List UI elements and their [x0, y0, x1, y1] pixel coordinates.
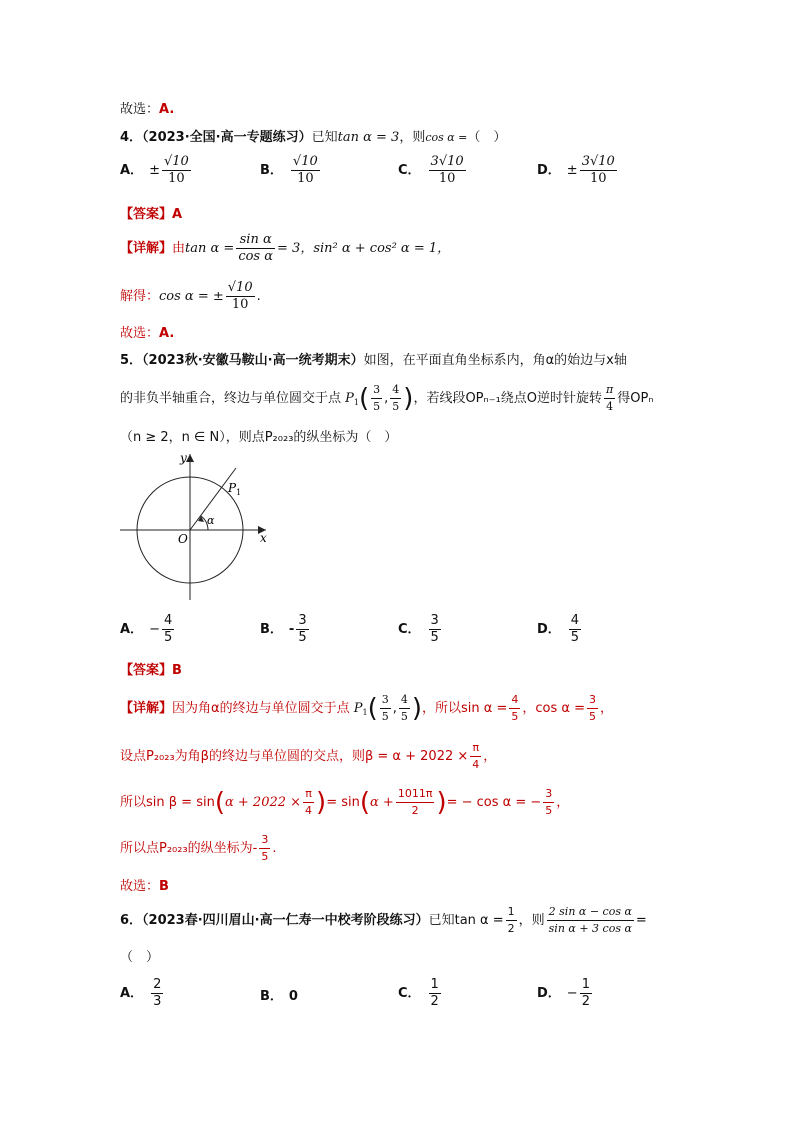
detail-text-sin: ，所以sin α =	[422, 701, 508, 716]
option-label: B．	[260, 989, 283, 1004]
fraction-denominator: 10	[589, 171, 607, 186]
select-label: 故选：	[120, 879, 160, 894]
fraction-denominator: 10	[168, 171, 185, 186]
q5-option-a[interactable]	[120, 613, 176, 646]
option-label: C．	[398, 986, 421, 1001]
option-label: C．	[398, 163, 421, 178]
q5-line2: 的非负半轴重合，终边与单位圆交于点	[120, 391, 342, 406]
q4-option-a[interactable]	[120, 154, 193, 187]
detail-text-3: = − cos α = −	[446, 795, 542, 810]
solve-equation: cos α = ±	[159, 289, 224, 304]
q4-stem-mid: ，则	[399, 130, 426, 145]
fraction-numerator: 3√10	[430, 154, 464, 169]
option-fraction	[429, 977, 441, 1010]
detail-text-2: = sin	[326, 795, 360, 810]
option-prefix: -	[288, 622, 295, 637]
question-4-stem	[120, 126, 506, 145]
solve-label: 解得：	[120, 289, 160, 304]
q5-option-c[interactable]	[398, 613, 443, 646]
q4-option-d[interactable]	[537, 154, 619, 187]
fraction-numerator: 3	[298, 613, 307, 628]
option-prefix: ±	[149, 163, 160, 178]
y-label: y	[180, 451, 187, 465]
answer-tag: 【答案】	[120, 663, 173, 678]
option-fraction	[569, 613, 581, 646]
q6-stem-mid: ，则	[518, 913, 545, 928]
comma: ，	[556, 795, 570, 810]
q5-answer	[120, 659, 182, 678]
option-label: C．	[398, 622, 421, 637]
detail-text: 所以点P₂₀₂₃的纵坐标为-	[120, 841, 258, 856]
option-label: B．	[260, 163, 283, 178]
select-line-prev	[120, 98, 174, 117]
fraction-denominator: sin α + 3 cos α	[548, 922, 632, 935]
q5-option-b[interactable]	[260, 613, 311, 646]
fraction-denominator: 5	[163, 630, 173, 645]
detail-tag: 【详解】	[120, 701, 173, 716]
answer-value: B	[172, 663, 182, 678]
question-5-stem-line3	[120, 426, 397, 445]
select-answer: B	[159, 879, 169, 894]
angle-arrow	[198, 516, 204, 522]
fraction-denominator: 10	[438, 171, 456, 186]
option-prefix: −	[149, 622, 160, 637]
select-answer: A.	[159, 326, 175, 341]
q4-solve	[120, 280, 261, 313]
fraction-numerator: 4	[570, 613, 580, 628]
select-label: 故选：	[120, 326, 160, 341]
fraction-numerator: 4	[163, 613, 173, 628]
option-label: A．	[120, 622, 144, 637]
q4-stem-pre: 已知	[311, 130, 338, 145]
alpha-label: α	[207, 514, 215, 527]
option-value: 0	[288, 989, 298, 1004]
option-fraction	[162, 613, 174, 646]
solve-fraction	[226, 280, 255, 313]
q5-select	[120, 875, 169, 894]
q5-detail-line2: 设点P₂₀₂₃为角β的终边与单位圆的交点，则β = α + 2022 × $\frac{\pi}{4}$ ，	[120, 741, 497, 771]
detail-text: 由	[172, 241, 186, 256]
q5-option-d[interactable]	[537, 613, 583, 646]
fraction-numerator: √10	[227, 280, 253, 295]
fraction-numerator: √10	[163, 154, 189, 169]
q4-option-b[interactable]	[260, 154, 322, 187]
y-axis-arrow	[186, 454, 194, 462]
fraction-denominator: 10	[231, 297, 249, 312]
q6-option-b[interactable]	[260, 985, 298, 1004]
q6-option-c[interactable]	[398, 977, 443, 1010]
option-fraction	[296, 613, 308, 646]
question-6-stem: 6．（2023春·四川眉山·高一仁寿一中校考阶段练习）已知tan α = $\frac{1}{2}$ ，则 $\frac{\text{2 sin α − cos α}}{\text{sin α + 3 cos α}}$ =	[120, 905, 647, 935]
comma: ，	[600, 701, 614, 716]
comma: ，	[483, 749, 497, 764]
q5-source: （2023秋·安徽马鞍山·高一统考期末）	[142, 353, 364, 368]
period: .	[272, 841, 277, 856]
fraction-numerator: 3√10	[581, 154, 615, 169]
origin-label: O	[178, 532, 188, 546]
detail-fraction: $\frac{\text{sin α}}{\text{cos α}}$	[238, 232, 274, 264]
fraction-denominator: 3	[153, 994, 162, 1009]
fraction-denominator: 10	[297, 171, 314, 186]
fraction-denominator: 5	[298, 630, 307, 645]
q6-source: （2023春·四川眉山·高一仁寿一中校考阶段练习）	[142, 913, 429, 928]
unit-circle-figure	[118, 450, 278, 602]
option-label: D．	[537, 163, 561, 178]
q5-line1: 如图，在平面直角坐标系内，角α的始边与x轴	[363, 353, 627, 368]
point-p1-label: $P_1$	[228, 481, 242, 497]
question-5-stem-line2: 的非负半轴重合，终边与单位圆交于点 $P_1$( $\frac{3}{5}$ , $\frac{4}{5}$ )，若线段OPₙ₋₁绕点O逆时针旋转 $\frac{\pi}{4}$ 得OPₙ	[120, 383, 654, 414]
q4-number: 4．	[120, 130, 143, 145]
period: .	[256, 289, 261, 304]
q4-paren: （ ）	[467, 130, 507, 145]
option-fraction	[429, 613, 441, 646]
q6-number: 6．	[120, 913, 143, 928]
option-fraction	[580, 977, 592, 1010]
option-label: A．	[120, 986, 144, 1001]
fraction-numerator: 2 sin α − cos α	[547, 904, 634, 921]
q5-line3: （n ≥ 2，n ∈ N），则点P₂₀₂₃的纵坐标为（ ）	[120, 430, 398, 445]
q4-condition: tan α = 3	[337, 130, 400, 145]
x-label: x	[260, 531, 267, 545]
option-prefix: ±	[566, 163, 578, 178]
q5-detail-line3: 所以sin β = sin(α + 2022 × $\frac{\pi}{4}$ )= sin(α + $\frac{1011\pi}{2}$ )= − cos α = − $\frac{3}{5}$ ，	[120, 787, 570, 818]
option-fraction	[162, 154, 191, 187]
detail-text: 因为角α的终边与单位圆交于点	[172, 701, 350, 716]
option-prefix: −	[566, 986, 578, 1001]
q6-option-a[interactable]	[120, 977, 165, 1010]
option-fraction	[580, 154, 617, 187]
option-label: D．	[537, 986, 561, 1001]
detail-tag: 【详解】	[120, 241, 173, 256]
fraction-denominator: 2	[430, 994, 439, 1009]
option-fraction	[291, 154, 320, 187]
q5-number: 5．	[120, 353, 143, 368]
detail-text: 所以sin β = sin	[120, 795, 215, 810]
answer-tag: 【答案】	[120, 207, 173, 222]
q5-line2b: ，若线段OPₙ₋₁绕点O逆时针旋转	[413, 391, 603, 406]
q6-expression	[547, 904, 634, 937]
option-fraction	[429, 154, 466, 187]
fraction-numerator: 1	[581, 977, 590, 992]
fraction-denominator: 5	[570, 630, 580, 645]
q6-stem-pre: 已知tan α =	[428, 913, 504, 928]
q4-source: （2023·全国·高一专题练习）	[142, 130, 312, 145]
detail-text-cos: ，cos α =	[522, 701, 585, 716]
q4-answer	[120, 203, 182, 222]
fraction-numerator: 3	[430, 613, 439, 628]
detail-equation: = 3，sin² α + cos² α = 1，	[277, 241, 451, 256]
select-answer: A.	[159, 102, 175, 117]
q5-line2c: 得OPₙ	[617, 391, 654, 406]
fraction-numerator: 1	[430, 977, 439, 992]
fraction-numerator: √10	[292, 154, 318, 169]
q6-paren: （ ）	[120, 950, 160, 965]
fraction-denominator: 2	[581, 994, 590, 1009]
option-label: D．	[537, 622, 561, 637]
equals: =	[635, 913, 647, 928]
option-label: B．	[260, 622, 283, 637]
fraction-denominator: 5	[430, 630, 439, 645]
detail-text: 设点P₂₀₂₃为角β的终边与单位圆的交点，则β = α + 2022 ×	[120, 749, 469, 764]
answer-value: A	[172, 207, 183, 222]
q6-option-d[interactable]	[537, 977, 594, 1010]
option-fraction	[151, 977, 163, 1010]
q6-paren-line	[120, 946, 159, 965]
q5-detail-line1: 【详解】因为角α的终边与单位圆交于点 $P_1$( $\frac{3}{5}$ , $\frac{4}{5}$ )，所以sin α = $\frac{4}{5}$ ，cos α = $\frac{3}{5}$ ，	[120, 693, 614, 724]
option-label: A．	[120, 163, 144, 178]
select-label: 故选：	[120, 102, 160, 117]
q4-select	[120, 322, 174, 341]
fraction-numerator: 2	[153, 977, 162, 992]
question-5-stem-line1	[120, 349, 627, 368]
q4-option-c[interactable]	[398, 154, 468, 187]
q4-ask: cos α =	[425, 131, 468, 144]
q5-detail-line4: 所以点P₂₀₂₃的纵坐标为- $\frac{3}{5}$ .	[120, 833, 277, 863]
q4-detail: 【详解】由tan α = $\frac{\text{sin α}}{\text{cos α}}$ = 3，sin² α + cos² α = 1，	[120, 232, 451, 264]
